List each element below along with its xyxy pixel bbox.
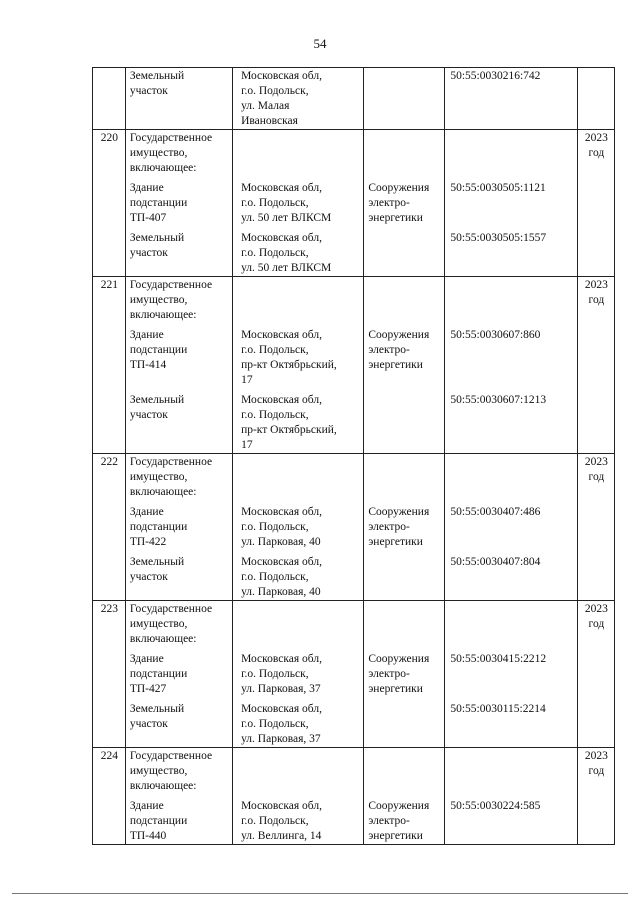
object-type-line: энергетики [368,359,423,371]
address-block [241,652,360,697]
property-table [92,67,615,845]
row-number: 224 [100,750,119,762]
object-name-line: Государственное [129,279,213,291]
object-name-line: ТП-414 [129,359,167,371]
object-type-cell [364,454,445,601]
row-number-cell [93,601,126,748]
object-name-line: имущество, [129,147,188,159]
object-name-line: ТП-427 [129,683,167,695]
object-name-line: ТП-422 [129,536,167,548]
year-cell [577,748,614,845]
address-line: г.о. Подольск, [241,815,309,827]
year-text: 2023 [584,750,608,762]
address-block [241,278,360,323]
year-cell [577,601,614,748]
object-name-block [130,555,229,600]
year-text: 2023 [584,603,608,615]
address-line: ул. 50 лет ВЛКСМ [241,212,332,224]
address-line: Московская обл, [241,556,322,568]
object-name-block [130,181,229,226]
cadastral-block [450,328,573,388]
year-cell [577,277,614,454]
object-type-line: энергетики [368,536,423,548]
address-block [241,602,360,647]
object-name-cell [125,68,232,130]
object-name-line: подстанции [129,815,188,827]
address-cell [233,748,364,845]
object-type-block [368,455,441,500]
object-name-line: участок [129,571,168,583]
object-name-line: Здание [129,182,164,194]
object-type-block [368,131,441,176]
object-name-line: подстанции [129,344,188,356]
object-type-block [368,505,441,550]
object-name-line: включающее: [129,309,197,321]
table-row [93,68,615,130]
year-text: год [588,294,605,306]
object-type-block [368,652,441,697]
object-name-line: Здание [129,800,164,812]
object-name-block [130,702,229,747]
address-block [241,505,360,550]
address-line: г.о. Подольск, [241,718,309,730]
address-line: ул. Веллинга, 14 [241,830,322,842]
cadastral-number: 50:55:0030505:1557 [450,232,547,244]
object-name-line: имущество, [129,294,188,306]
cadastral-block [450,702,573,747]
object-type-line: энергетики [368,683,423,695]
address-cell [233,68,364,130]
object-type-cell [364,68,445,130]
address-line: 17 [241,439,253,451]
object-name-line: включающее: [129,162,197,174]
address-line: Московская обл, [241,70,322,82]
bottom-edge-line [12,893,628,894]
object-name-line: подстанции [129,197,188,209]
address-line: Московская обл, [241,329,322,341]
address-line: г.о. Подольск, [241,344,309,356]
cadastral-block [450,231,573,276]
object-name-cell [125,454,232,601]
object-name-line: Государственное [129,456,213,468]
row-number: 223 [100,603,119,615]
object-name-block [130,278,229,323]
cadastral-block [450,393,573,453]
address-line: г.о. Подольск, [241,668,309,680]
year-text: год [588,147,605,159]
object-name-block [130,799,229,844]
address-block [241,749,360,794]
object-name-block [130,455,229,500]
row-number-cell [93,454,126,601]
address-block [241,328,360,388]
year-cell [577,130,614,277]
address-block [241,455,360,500]
object-type-block [368,69,441,129]
cadastral-block [450,799,573,844]
object-type-block [368,328,441,388]
cadastral-number-cell [445,601,577,748]
object-type-line: электро- [368,668,410,680]
object-type-line: Сооружения [368,800,430,812]
object-type-line: Сооружения [368,506,430,518]
object-name-block [130,393,229,453]
address-block [241,181,360,226]
object-name-line: участок [129,85,168,97]
table-row [93,748,615,845]
object-name-cell [125,601,232,748]
cadastral-number: 50:55:0030407:486 [450,506,541,518]
object-type-line: Сооружения [368,182,430,194]
row-number-cell [93,277,126,454]
object-type-line: энергетики [368,212,423,224]
object-name-line: включающее: [129,780,197,792]
row-number-cell [93,748,126,845]
object-name-block [130,69,229,129]
address-line: Московская обл, [241,182,322,194]
object-name-line: имущество, [129,471,188,483]
cadastral-number: 50:55:0030407:804 [450,556,541,568]
row-number: 221 [100,279,119,291]
address-line: ул. 50 лет ВЛКСМ [241,262,332,274]
address-block [241,702,360,747]
cadastral-block [450,278,573,323]
object-name-block [130,602,229,647]
cadastral-number-cell [445,130,577,277]
row-number: 220 [100,132,119,144]
address-block [241,393,360,453]
object-type-line: энергетики [368,830,423,842]
cadastral-block [450,455,573,500]
year-text: 2023 [584,456,608,468]
object-type-block [368,393,441,453]
cadastral-number: 50:55:0030607:1213 [450,394,547,406]
address-line: Московская обл, [241,394,322,406]
object-name-line: Земельный [129,232,185,244]
row-number: 222 [100,456,119,468]
address-cell [233,130,364,277]
object-type-block [368,702,441,747]
object-type-block [368,799,441,844]
object-name-cell [125,130,232,277]
address-block [241,231,360,276]
page-number: 54 [313,36,327,51]
cadastral-block [450,602,573,647]
object-name-line: ТП-440 [129,830,167,842]
address-line: ул. Малая [241,100,290,112]
object-name-block [130,328,229,388]
object-name-line: Земельный [129,556,185,568]
object-name-line: Земельный [129,703,185,715]
year-cell [577,68,614,130]
address-line: г.о. Подольск, [241,521,309,533]
object-type-block [368,278,441,323]
object-name-line: включающее: [129,633,197,645]
address-line: ул. Парковая, 37 [241,733,321,745]
object-name-cell [125,277,232,454]
address-line: Московская обл, [241,506,322,518]
table-row [93,130,615,277]
address-line: ул. Парковая, 40 [241,586,321,598]
object-name-cell [125,748,232,845]
object-name-block [130,652,229,697]
cadastral-block [450,652,573,697]
object-name-line: участок [129,409,168,421]
object-name-block [130,505,229,550]
object-name-line: включающее: [129,486,197,498]
object-name-line: Государственное [129,750,213,762]
cadastral-number: 50:55:0030115:2214 [450,703,546,715]
cadastral-number: 50:55:0030224:585 [450,800,541,812]
address-block [241,799,360,844]
address-line: пр-кт Октябрьский, [241,359,337,371]
object-name-line: Земельный [129,394,185,406]
object-name-line: Государственное [129,603,213,615]
address-cell [233,601,364,748]
year-text: год [588,471,605,483]
object-name-line: Здание [129,506,164,518]
object-name-line: ТП-407 [129,212,167,224]
cadastral-block [450,749,573,794]
object-type-block [368,555,441,600]
cadastral-block [450,555,573,600]
object-type-block [368,231,441,276]
address-line: 17 [241,374,253,386]
object-name-line: участок [129,718,168,730]
address-cell [233,277,364,454]
object-type-cell [364,130,445,277]
object-type-cell [364,277,445,454]
address-line: Московская обл, [241,703,322,715]
table-row [93,454,615,601]
object-name-line: подстанции [129,668,188,680]
object-type-line: электро- [368,521,410,533]
object-type-block [368,181,441,226]
cadastral-number-cell [445,68,577,130]
row-number-cell [93,130,126,277]
address-line: Ивановская [241,115,298,127]
object-type-block [368,749,441,794]
object-type-cell [364,748,445,845]
object-type-line: электро- [368,344,410,356]
object-name-line: участок [129,247,168,259]
object-name-line: имущество, [129,765,188,777]
address-line: Московская обл, [241,232,322,244]
object-name-block [130,231,229,276]
address-line: г.о. Подольск, [241,85,309,97]
address-block [241,131,360,176]
object-type-block [368,602,441,647]
address-block [241,555,360,600]
address-line: Московская обл, [241,800,322,812]
cadastral-number: 50:55:0030505:1121 [450,182,546,194]
year-text: год [588,618,605,630]
address-line: пр-кт Октябрьский, [241,424,337,436]
object-name-block [130,749,229,794]
address-line: ул. Парковая, 40 [241,536,321,548]
address-line: г.о. Подольск, [241,409,309,421]
object-type-line: электро- [368,197,410,209]
cadastral-number: 50:55:0030607:860 [450,329,541,341]
object-type-cell [364,601,445,748]
address-block [241,69,360,129]
object-type-line: электро- [368,815,410,827]
year-text: 2023 [584,132,608,144]
address-line: г.о. Подольск, [241,571,309,583]
year-text: год [588,765,605,777]
address-line: ул. Парковая, 37 [241,683,321,695]
address-line: Московская обл, [241,653,322,665]
cadastral-block [450,181,573,226]
object-type-line: Сооружения [368,653,430,665]
object-name-line: Государственное [129,132,213,144]
object-type-line: Сооружения [368,329,430,341]
cadastral-number-cell [445,454,577,601]
table-row [93,277,615,454]
row-number-cell [93,68,126,130]
year-text: 2023 [584,279,608,291]
year-cell [577,454,614,601]
table-row [93,601,615,748]
cadastral-number: 50:55:0030415:2212 [450,653,547,665]
cadastral-number-cell [445,748,577,845]
cadastral-number: 50:55:0030216:742 [450,70,541,82]
address-cell [233,454,364,601]
object-name-line: подстанции [129,521,188,533]
cadastral-block [450,505,573,550]
object-name-line: Здание [129,653,164,665]
object-name-line: Земельный [129,70,185,82]
cadastral-block [450,69,573,129]
cadastral-block [450,131,573,176]
object-name-line: Здание [129,329,164,341]
object-name-line: имущество, [129,618,188,630]
address-line: г.о. Подольск, [241,247,309,259]
object-name-block [130,131,229,176]
cadastral-number-cell [445,277,577,454]
address-line: г.о. Подольск, [241,197,309,209]
